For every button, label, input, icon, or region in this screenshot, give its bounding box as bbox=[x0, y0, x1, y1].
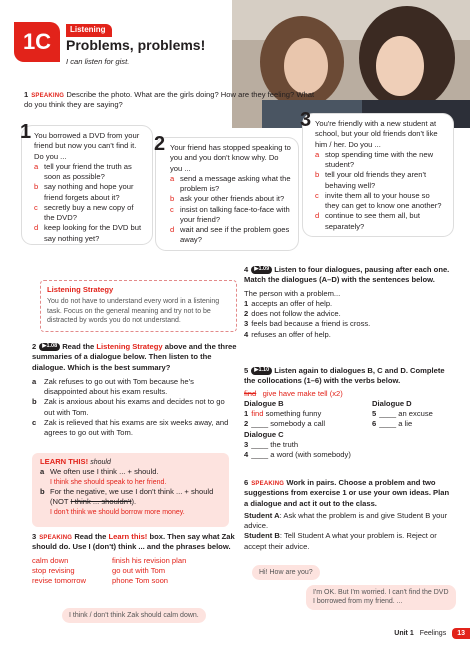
option-c: c invite them all to your house so they can get to know one another? bbox=[315, 190, 442, 210]
ex4-item: 4 refuses an offer of help. bbox=[244, 329, 331, 339]
exercise-6: 6 SPEAKING Work in pairs. Choose a problem and two suggestions from exercise 1 or use your own ideas. Plan a dialogue and act it out to the class. Student A: Ask what the problem is and give Student B your advice. Student B: Tell Student A what your problem is. Reject or accept their advice. bbox=[244, 478, 450, 551]
option-c: c secretly buy a new copy of the DVD? bbox=[34, 202, 134, 222]
option-b: b say nothing and hope your friend forgets about it? bbox=[34, 182, 134, 202]
speech-bubble-2: I'm OK. But I'm worried. I can't find the DVD I borrowed from my friend. ... bbox=[306, 585, 456, 610]
situation-2 bbox=[154, 133, 298, 250]
learn-example-b: I don't think we should borrow more money. bbox=[50, 508, 185, 516]
exercise-5: 5 ▶1.10 Listen again to dialogues B, C and D. Complete the collocations (1–6) with the verbs below. find give have make tell (x2) Dialogue B 1 find something funny 2 ____ somebody a call Dialogue C 3 ____ the truth 4 ____ a word (with somebody) Dialogue D 5 ____ an excuse 6 ____ a lie bbox=[244, 366, 454, 460]
audio-track-icon[interactable]: ▶1.09 bbox=[251, 266, 272, 273]
summary-b: b Zak is anxious about his exams and decides not to go out with Tom. bbox=[32, 397, 225, 417]
page-footer bbox=[394, 628, 470, 639]
page-title: Problems, problems! bbox=[66, 37, 206, 53]
listening-strategy-box bbox=[40, 280, 237, 332]
strategy-heading: Listening Strategy bbox=[47, 285, 114, 294]
exercise-number: 1 bbox=[24, 90, 29, 99]
speech-bubble-1: Hi! How are you? bbox=[252, 565, 320, 580]
option-b: b ask your other friends about it? bbox=[170, 194, 285, 204]
learn-heading: LEARN THIS! should bbox=[40, 457, 111, 466]
verb-list: find give have make tell (x2) bbox=[244, 388, 343, 398]
option-a: a stop spending time with the new student? bbox=[315, 149, 434, 169]
situation-1 bbox=[20, 121, 152, 244]
option-d: d keep looking for the DVD but say nothing yet? bbox=[34, 223, 142, 243]
footer-topic: Feelings bbox=[419, 629, 447, 637]
lesson-badge: 1C bbox=[14, 22, 60, 62]
example-speech-bubble: I think / don't think Zak should calm down. bbox=[62, 608, 206, 623]
option-b: b tell your old friends they aren't behaving well? bbox=[315, 170, 427, 190]
summary-a: a Zak refuses to go out with Tom because he's disappointed about his exam results. bbox=[32, 376, 194, 396]
option-d: d continue to see them all, but separately? bbox=[315, 211, 420, 231]
situation-number: 2 bbox=[154, 133, 166, 155]
lesson-objective: I can listen for gist. bbox=[66, 57, 130, 66]
audio-track-icon[interactable]: ▶1.08 bbox=[39, 343, 60, 350]
situation-intro: You borrowed a DVD from your friend but now you can't find it. Do you ... bbox=[34, 131, 140, 161]
option-a: a send a message asking what the problem is? bbox=[170, 173, 291, 193]
situation-number: 3 bbox=[300, 109, 312, 131]
ex4-item: 1 accepts an offer of help. bbox=[244, 298, 333, 308]
option-d: d wait and see if the problem goes away? bbox=[170, 225, 290, 245]
learn-example-a: I think she should speak to her friend. bbox=[50, 478, 167, 486]
exercise-1 bbox=[24, 90, 324, 111]
footer-unit: Unit 1 bbox=[394, 629, 414, 637]
summary-c: c Zak is relieved that his exams are six weeks away, and agrees to go out with Tom. bbox=[32, 417, 229, 437]
strategy-link: Listening Strategy bbox=[96, 342, 163, 351]
exercise-3: 3 SPEAKING Read the Learn this! box. Then say what Zak should do. Use I (don't) think ... and the phrases below. calm down finish his revision plan stop revising go out with Tom revise tomorrow phone Tom soon bbox=[32, 532, 237, 586]
exercise-4: 4 ▶1.09 Listen to four dialogues, pausing after each one. Match the dialogues (A–D) with the sentences below. The person with a problem... 1 accepts an offer of help. 2 does not follow the advice. 3 feels bad because a friend is cross. 4 refuses an offer of help. bbox=[244, 265, 454, 340]
situation-intro: Your friend has stopped speaking to you and you don't know why. Do you ... bbox=[170, 143, 291, 173]
exercise-2: 2 ▶1.08 Read the Listening Strategy above and the three summaries of a dialogue below. Then listen to the dialogue. Which is the best summary? a Zak refuses to go out with Tom because he's disappointed about his exam results. b Zak is anxious about his exams and decides not to go out with Tom. c Zak is relieved that his exams are six weeks away, and agrees to go out with Tom. bbox=[32, 342, 237, 437]
option-c: c insist on talking face-to-face with your friend? bbox=[170, 204, 290, 224]
ex4-item: 3 feels bad because a friend is cross. bbox=[244, 319, 371, 329]
exercise-instruction: Describe the photo. What are the girls doing? How are they feeling? What do you think they are saying? bbox=[24, 90, 315, 110]
ex4-item: 2 does not follow the advice. bbox=[244, 309, 341, 318]
strategy-text: You do not have to understand every word in a listening task. Focus on the general meaning and try not to be distracted by words you do not understand. bbox=[47, 298, 220, 325]
lesson-category: Listening bbox=[66, 24, 112, 37]
situation-3 bbox=[300, 109, 453, 236]
speaking-tag: SPEAKING bbox=[31, 93, 65, 99]
phrase-list: calm down finish his revision plan stop revising go out with Tom revise tomorrow phone Tom soon bbox=[32, 555, 187, 585]
exercise-number: 2 bbox=[32, 342, 37, 351]
option-a: a tell your friend the truth as soon as possible? bbox=[34, 161, 132, 181]
situation-intro: You're friendly with a new student at school, but your old friends don't like him / her. Do you ... bbox=[315, 119, 438, 149]
learn-this-box: LEARN THIS! should a We often use I think ... + should. I think she should speak to her friend. b For the negative, we use I don't think ... + should (NOT I think ... shouldn't). I don't think we should borrow more money. bbox=[32, 453, 229, 527]
page-number: 13 bbox=[452, 628, 470, 639]
audio-track-icon[interactable]: ▶1.10 bbox=[251, 367, 272, 374]
situation-number: 1 bbox=[20, 121, 32, 143]
